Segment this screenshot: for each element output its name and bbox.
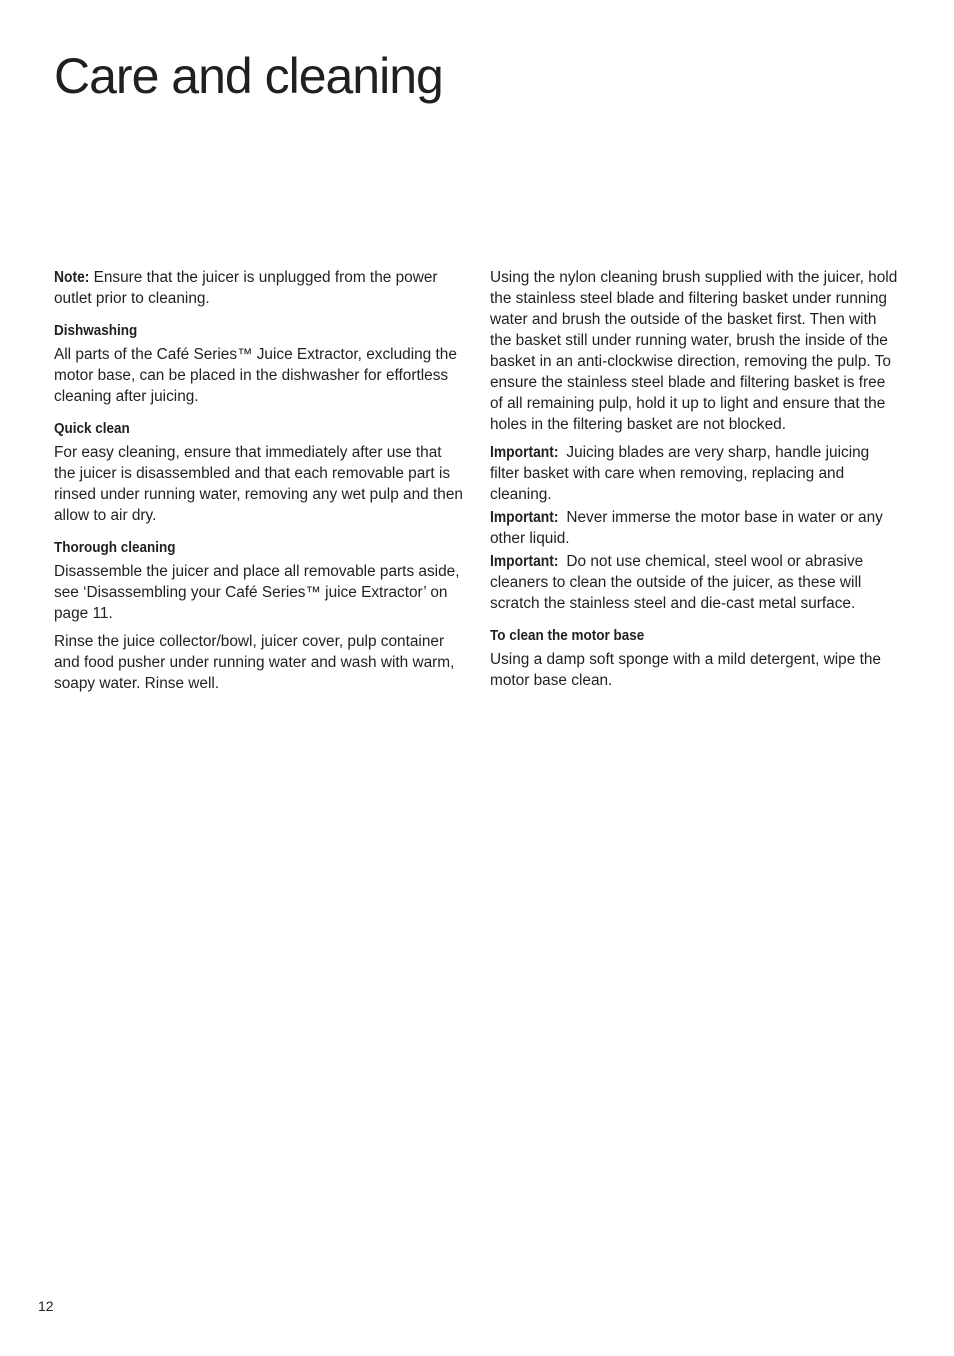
dishwashing-text: All parts of the Café Series™ Juice Extractor, excluding the motor base, can be placed in the dishwasher for effortless cleaning after juicing. <box>54 346 457 405</box>
dishwashing-heading: Dishwashing <box>54 322 138 339</box>
important-immerse-text: Never immerse the motor base in water or any other liquid. <box>490 509 883 547</box>
important-label: Important: <box>490 509 559 526</box>
note-paragraph <box>54 267 466 309</box>
thorough-cleaning-text-2: Rinse the juice collector/bowl, juicer cover, pulp container and food pusher under running water and wash with warm, soapy water. Rinse well. <box>54 633 455 692</box>
important-label: Important: <box>490 553 559 570</box>
quick-clean-heading: Quick clean <box>54 420 130 437</box>
important-blades-paragraph <box>490 442 902 505</box>
quick-clean-text: For easy cleaning, ensure that immediately after use that the juicer is disassembled and that each removable part is rinsed under running water, removing any wet pulp and then allow to air dry. <box>54 444 463 524</box>
right-column <box>490 267 902 698</box>
left-column <box>54 267 466 701</box>
note-label: Note: <box>54 269 90 286</box>
motor-base-text: Using a damp soft sponge with a mild detergent, wipe the motor base clean. <box>490 651 881 689</box>
motor-base-heading: To clean the motor base <box>490 627 645 644</box>
important-immerse-paragraph <box>490 507 902 549</box>
important-label: Important: <box>490 444 559 461</box>
thorough-cleaning-heading: Thorough cleaning <box>54 539 176 556</box>
brush-cleaning-text: Using the nylon cleaning brush supplied with the juicer, hold the stainless steel blade and filtering basket under running water and brush the outside of the basket first. Then with the basket still under running water, brush the inside of the basket in an anti-clockwise direction, removing the pulp. To ensure the stainless steel blade and filtering basket is free of all remaining pulp, hold it up to light and ensure that the holes in the filtering basket are not blocked. <box>490 269 898 433</box>
note-text: Ensure that the juicer is unplugged from the power outlet prior to cleaning. <box>54 269 438 307</box>
page-title: Care and cleaning <box>54 48 443 104</box>
important-blades-text: Juicing blades are very sharp, handle juicing filter basket with care when removing, replacing and cleaning. <box>490 444 870 503</box>
important-chemicals-text: Do not use chemical, steel wool or abrasive cleaners to clean the outside of the juicer, as these will scratch the stainless steel and die-cast metal surface. <box>490 553 864 612</box>
important-chemicals-paragraph <box>490 551 902 614</box>
page-number: 12 <box>38 1298 54 1314</box>
thorough-cleaning-text-1: Disassemble the juicer and place all removable parts aside, see ‘Disassembling your Café Series™ juice Extractor’ on page 11. <box>54 563 460 622</box>
